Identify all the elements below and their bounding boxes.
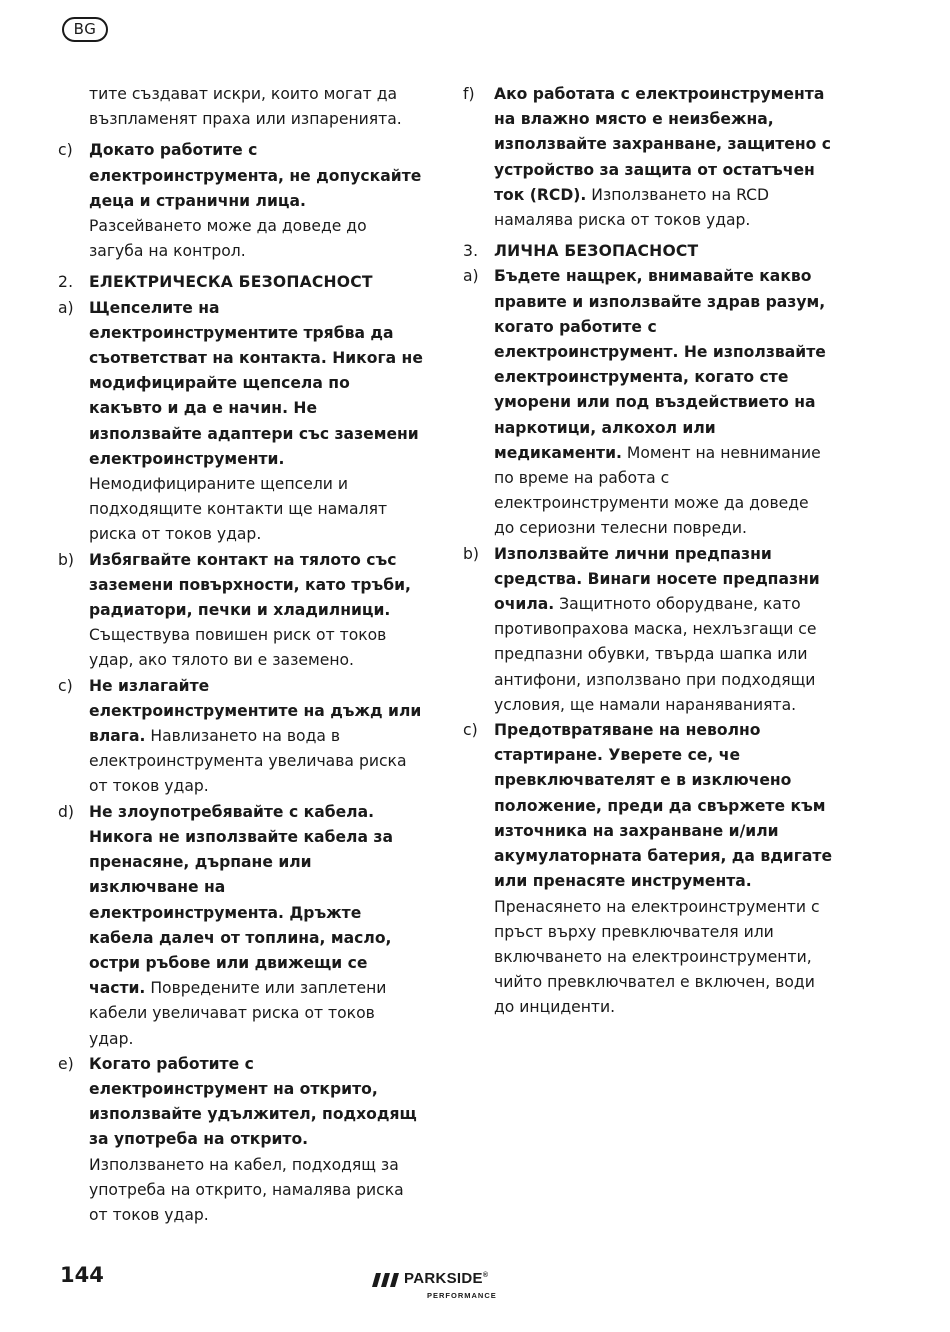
warning-text: Не злоупотребявайте с кабела. Никога не използвайте кабела за пренасяне, дърпане или изключване на електроинструмента. Дръжте кабела далеч от топлина, масло, остри ръбове или движещи се части. — [89, 802, 393, 998]
list-item-f-rcd — [463, 82, 833, 233]
paragraph-text: тите създават искри, които могат да възпламенят праха или изпаренията. — [89, 85, 402, 129]
section-title: ЛИЧНА БЕЗОПАСНОСТ — [494, 242, 699, 261]
section-number: 3. — [463, 242, 479, 261]
list-marker: c) — [58, 676, 73, 695]
list-marker: a) — [58, 298, 74, 317]
section-title: ЕЛЕКТРИЧЕСКА БЕЗОПАСНОСТ — [89, 273, 373, 292]
warning-text: Когато работите с електроинструмент на открито, използвайте удължител, подходящ за употреба на открито. — [89, 1054, 417, 1149]
explanation-text: Използването на RCD намалява риска от токов удар. — [494, 185, 770, 230]
list-marker: a) — [463, 267, 479, 286]
explanation-text: Разсейването може да доведе до загуба на контрол. — [89, 217, 367, 261]
right-column — [463, 82, 833, 1021]
list-marker: b) — [58, 550, 74, 569]
warning-text: Избягвайте контакт на тялото със заземени повърхности, като тръби, радиатори, печки и хладилници. — [89, 550, 411, 620]
list-marker: b) — [463, 544, 479, 563]
explanation-text: Момент на невнимание по време на работа с електроинструменти може да доведе до сериозни телесни повреди. — [494, 443, 821, 538]
list-item-a-alert — [463, 264, 833, 541]
explanation-text: Използването на кабел, подходящ за употреба на открито, намалява риска от токов удар. — [89, 1155, 404, 1224]
warning-text: Докато работите с електроинструмента, не допускайте деца и странични лица. — [89, 141, 422, 210]
explanation-text: Пренасянето на електроинструменти с пръст върху превключвателя или включването на електроинструменти, чийто превключвател е включен, води до инциденти. — [494, 897, 820, 1017]
explanation-text: Повредените или заплетени кабели увеличават риска от токов удар. — [89, 979, 387, 1048]
list-item-c-children — [58, 138, 423, 264]
language-badge: BG — [62, 17, 108, 42]
list-item-a-plugs — [58, 296, 423, 548]
explanation-text: Съществува повишен риск от токов удар, ако тялото ви е заземено. — [89, 626, 387, 670]
page-number: 144 — [60, 1263, 104, 1287]
list-item-c-unintended-start — [463, 718, 833, 1020]
section-heading-electrical-safety — [58, 270, 423, 295]
logo-wordmark: PARKSIDE® — [404, 1270, 489, 1287]
list-marker: c) — [463, 721, 478, 740]
warning-text: Щепселите на електроинструментите трябва да съответстват на контакта. Никога не модифицирайте щепсела по какъвто и да е начин. Не използвайте адаптери със заземени електроинструменти. — [89, 298, 423, 468]
warning-text: Бъдете нащрек, внимавайте какво правите и използвайте здрав разум, когато работите с електроинструмент. Не използвайте електроинструмента, когато сте уморени или под въздействието на наркотици, алкохол или медикаменти. — [494, 267, 826, 462]
warning-text: Ако работата с електроинструмента на влажно място е неизбежна, използвайте захранване, защитено с устройство за защита от остатъчен ток (RCD). — [494, 85, 832, 204]
list-item-c-rain — [58, 674, 423, 800]
logo-subtitle: PERFORMANCE — [427, 1291, 497, 1300]
section-heading-personal-safety — [463, 239, 833, 264]
warning-text: Не излагайте електроинструментите на дъжд или влага. — [89, 676, 422, 746]
section-number: 2. — [58, 273, 74, 292]
explanation-text: Немодифицираните щепсели и подходящите контакти ще намалят риска от токов удар. — [89, 475, 388, 544]
brand-logo — [372, 1270, 522, 1306]
warning-text: Предотвратяване на неволно стартиране. Уверете се, че превключвателят е в изключено положение, преди да свържете към източника на захранване и/или акумулаторната батерия, да вдигате или пренасяте инструмента. — [494, 721, 833, 891]
list-item-d-cable — [58, 800, 423, 1052]
list-marker: d) — [58, 802, 74, 821]
list-item-e-outdoor — [58, 1052, 423, 1228]
slashes-icon — [372, 1273, 400, 1287]
list-marker: c) — [58, 141, 73, 160]
list-item-b-grounded-surfaces — [58, 548, 423, 674]
explanation-text: Защитното оборудване, като противопрахова маска, нехлъзгащи се предпазни обувки, твърда шапка или антифони, използвано при подходящи условия, ще намали нараняванията. — [494, 595, 817, 714]
list-item-b-protective-equipment — [463, 542, 833, 718]
list-marker: f) — [463, 85, 475, 103]
intro-paragraph — [58, 82, 423, 132]
list-marker: e) — [58, 1054, 74, 1073]
warning-text: Използвайте лични предпазни средства. Винаги носете предпазни очила. — [494, 544, 820, 614]
explanation-text: Навлизането на вода в електроинструмента увеличава риска от токов удар. — [89, 727, 407, 796]
left-column — [58, 82, 423, 1228]
